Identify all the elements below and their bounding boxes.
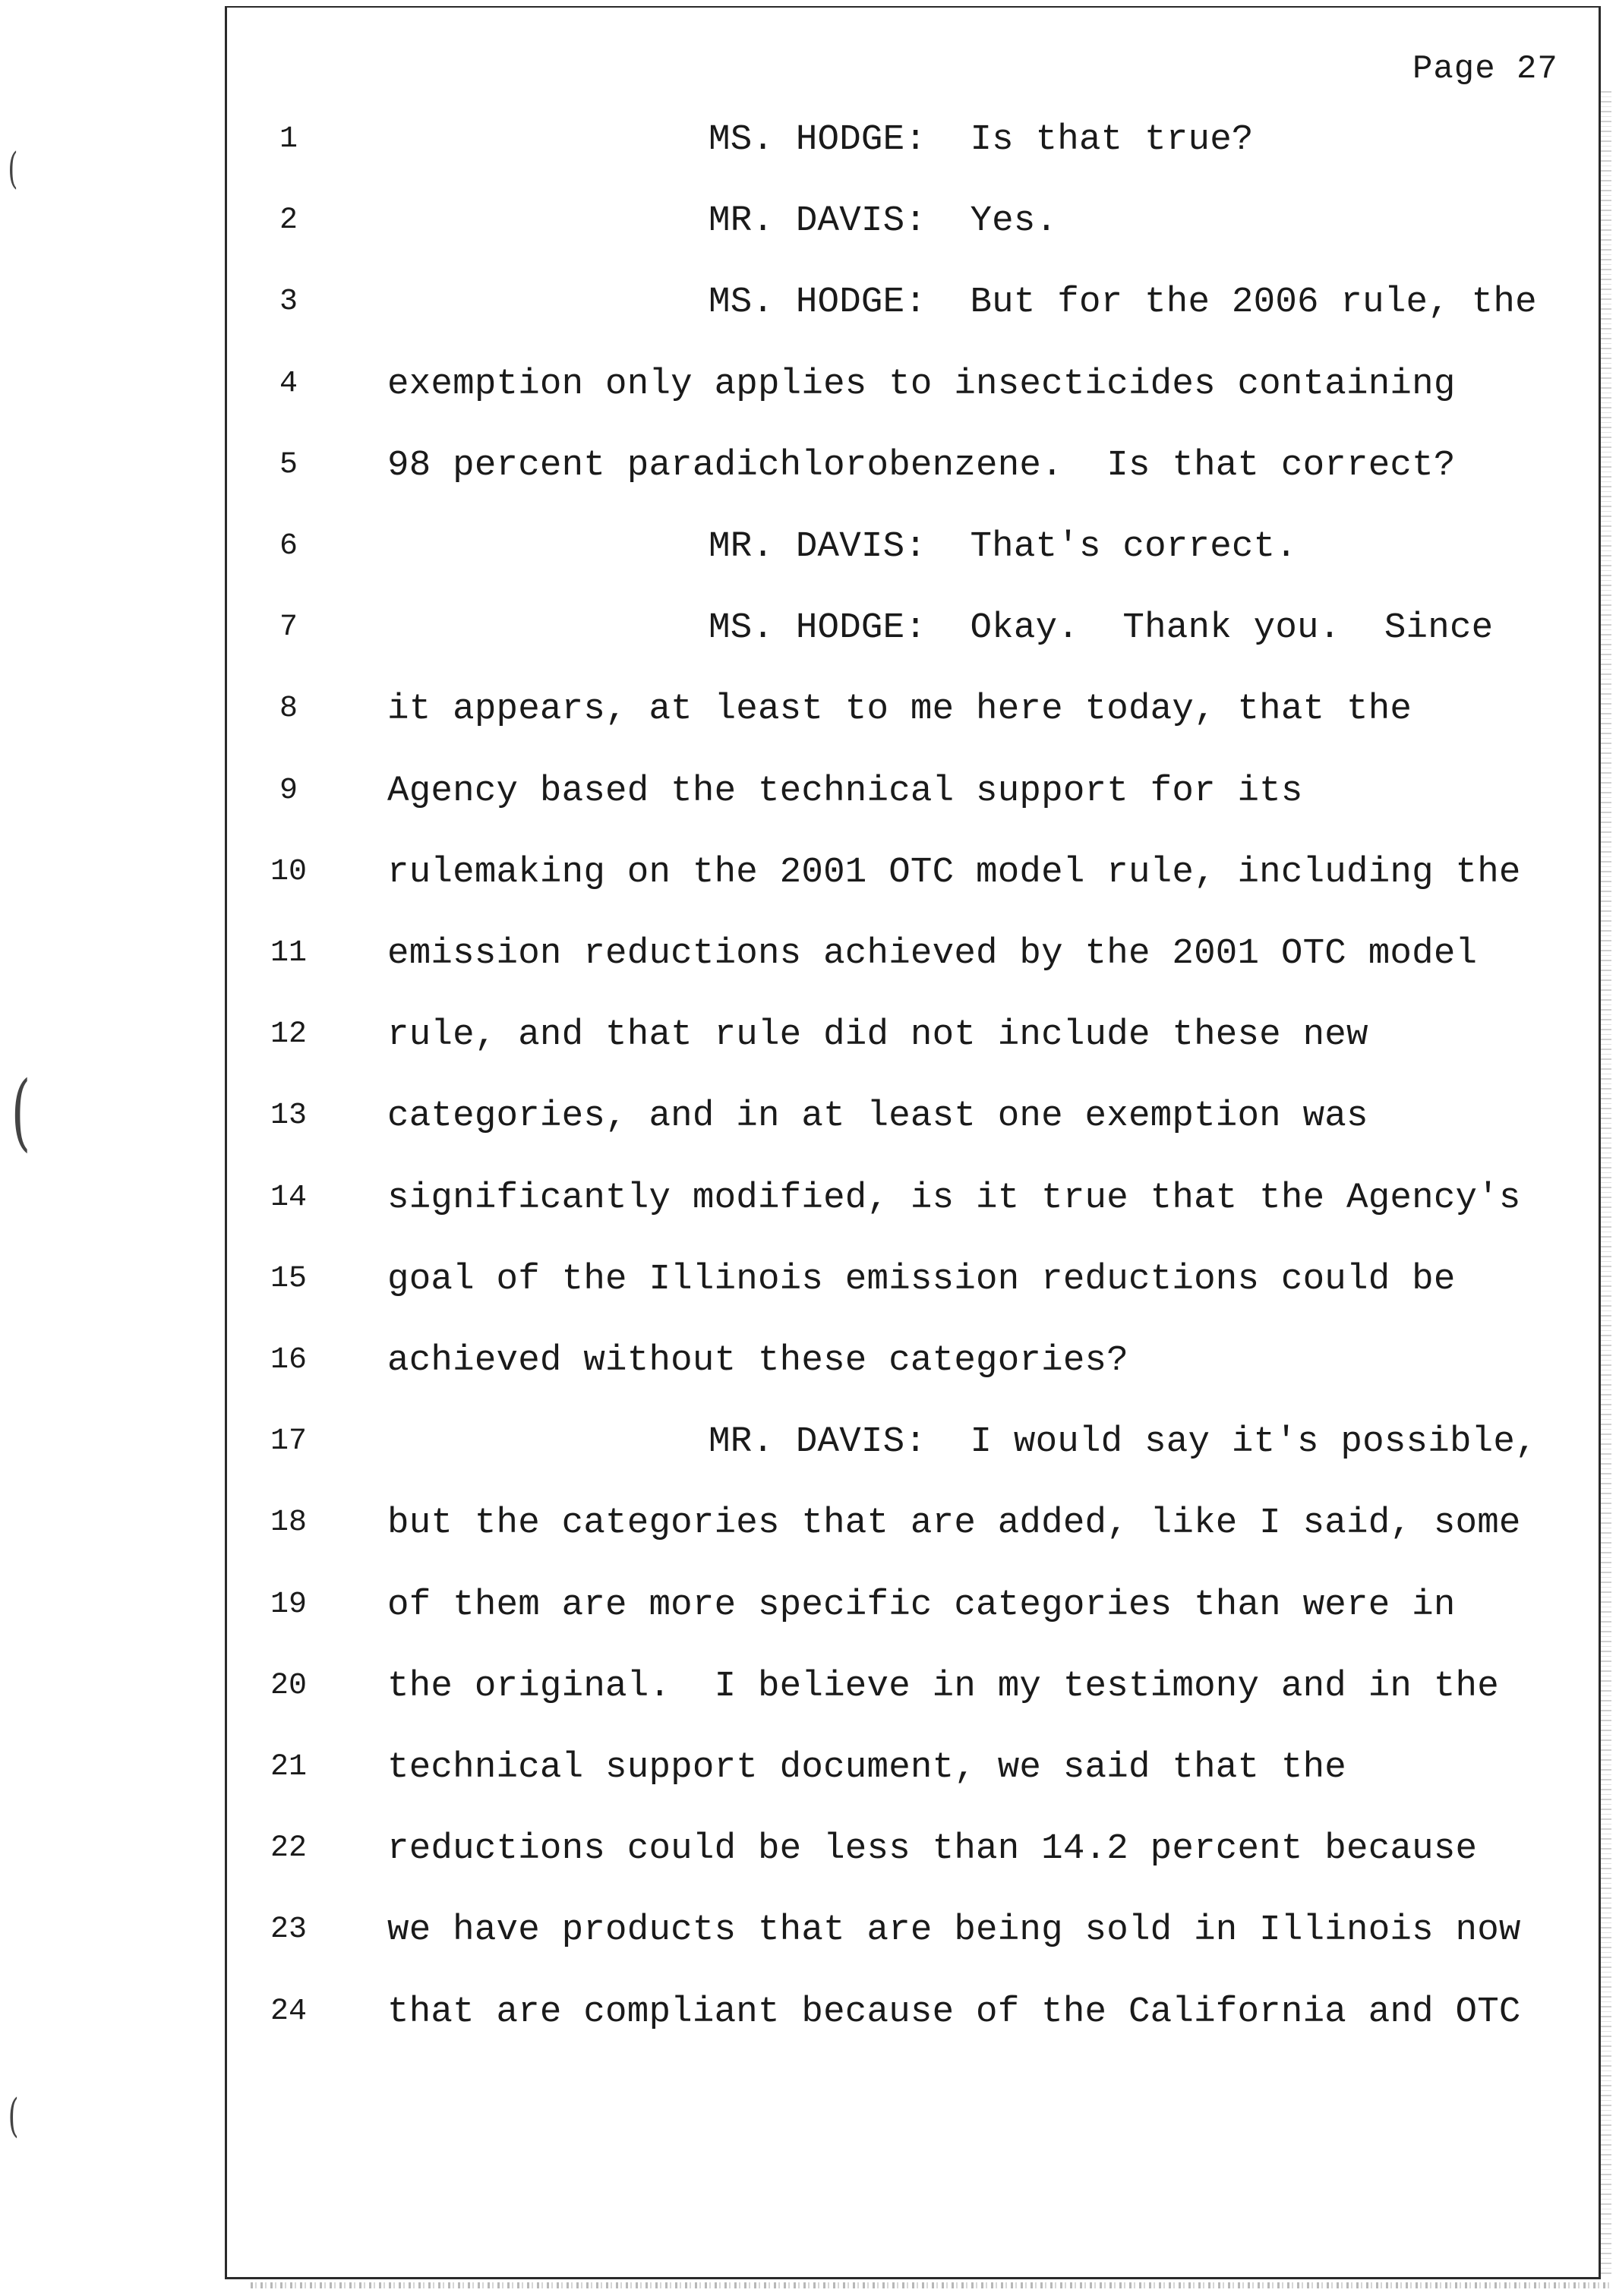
line-number: 23 — [270, 1913, 307, 1948]
line-text: exemption only applies to insecticides containing — [387, 363, 1456, 405]
transcript-line — [0, 198, 1616, 244]
line-text: MS. HODGE: Okay. Thank you. Since — [709, 607, 1494, 649]
line-text: rulemaking on the 2001 OTC model rule, including the — [387, 851, 1521, 893]
line-number: 20 — [270, 1668, 307, 1703]
line-text: Agency based the technical support for its — [387, 770, 1303, 812]
transcript-line — [0, 361, 1616, 407]
line-text: MR. DAVIS: I would say it's possible, — [709, 1421, 1537, 1463]
line-number: 10 — [270, 854, 307, 889]
scan-bottom-artifact — [251, 2282, 1610, 2288]
line-number: 18 — [270, 1506, 307, 1541]
line-number: 17 — [270, 1424, 307, 1459]
line-text: significantly modified, is it true that the Agency's — [387, 1177, 1521, 1219]
line-number: 12 — [270, 1017, 307, 1052]
line-text: MS. HODGE: Is that true? — [709, 119, 1254, 160]
transcript-line — [0, 1582, 1616, 1628]
transcript-line — [0, 117, 1616, 162]
line-number: 11 — [270, 936, 307, 970]
line-text: achieved without these categories? — [387, 1340, 1128, 1381]
line-number: 9 — [279, 773, 298, 808]
transcript-line — [0, 686, 1616, 732]
line-text: rule, and that rule did not include these new — [387, 1014, 1368, 1056]
transcript-line — [0, 524, 1616, 569]
line-text: it appears, at least to me here today, that the — [387, 689, 1412, 730]
transcript-line — [0, 850, 1616, 895]
line-text: categories, and in at least one exemption was — [387, 1096, 1368, 1137]
line-text: MS. HODGE: But for the 2006 rule, the — [709, 282, 1537, 323]
transcript-line — [0, 1989, 1616, 2035]
line-number: 2 — [279, 203, 298, 238]
transcript-line — [0, 1664, 1616, 1709]
line-text: we have products that are being sold in Illinois now — [387, 1910, 1521, 1951]
line-number: 4 — [279, 366, 298, 401]
line-number: 13 — [270, 1099, 307, 1134]
transcript-line — [0, 1338, 1616, 1383]
transcript-line — [0, 1093, 1616, 1139]
hole-punch-mark-middle: ( — [11, 1063, 31, 1160]
line-text: MR. DAVIS: That's correct. — [709, 526, 1298, 567]
line-text: goal of the Illinois emission reductions could be — [387, 1258, 1456, 1300]
line-text: that are compliant because of the California and OTC — [387, 1991, 1521, 2033]
transcript-line — [0, 1175, 1616, 1221]
line-number: 1 — [279, 122, 298, 156]
transcript-line — [0, 768, 1616, 814]
line-text: emission reductions achieved by the 2001 OTC model — [387, 933, 1478, 974]
transcript-line — [0, 1012, 1616, 1058]
hole-punch-mark-bottom: ( — [8, 2089, 19, 2143]
line-text: of them are more specific categories than were in — [387, 1584, 1456, 1626]
transcript-line — [0, 1826, 1616, 1872]
transcript-line — [0, 1257, 1616, 1302]
line-text: MR. DAVIS: Yes. — [709, 200, 1058, 242]
line-text: technical support document, we said that the — [387, 1747, 1347, 1788]
line-number: 19 — [270, 1587, 307, 1622]
line-text: reductions could be less than 14.2 percent because — [387, 1828, 1478, 1870]
line-number: 16 — [270, 1343, 307, 1377]
line-number: 8 — [279, 692, 298, 727]
line-number: 22 — [270, 1831, 307, 1866]
line-number: 24 — [270, 1994, 307, 2029]
transcript-line — [0, 279, 1616, 325]
line-number: 5 — [279, 447, 298, 482]
line-text: the original. I believe in my testimony and in the — [387, 1665, 1499, 1707]
line-text: 98 percent paradichlorobenzene. Is that correct? — [387, 444, 1456, 486]
line-number: 3 — [279, 285, 298, 320]
transcript-line — [0, 1500, 1616, 1546]
transcript-line — [0, 443, 1616, 488]
line-number: 7 — [279, 610, 298, 645]
transcript-line — [0, 1419, 1616, 1465]
transcript-line — [0, 605, 1616, 651]
page-number: Page 27 — [1412, 50, 1558, 88]
hole-punch-mark-top: ( — [8, 144, 18, 194]
line-text: but the categories that are added, like I said, some — [387, 1503, 1521, 1544]
transcript-line — [0, 931, 1616, 976]
line-number: 14 — [270, 1180, 307, 1215]
line-number: 21 — [270, 1750, 307, 1784]
transcript-line — [0, 1745, 1616, 1790]
transcript-line — [0, 1907, 1616, 1953]
line-number: 6 — [279, 529, 298, 563]
line-number: 15 — [270, 1261, 307, 1296]
